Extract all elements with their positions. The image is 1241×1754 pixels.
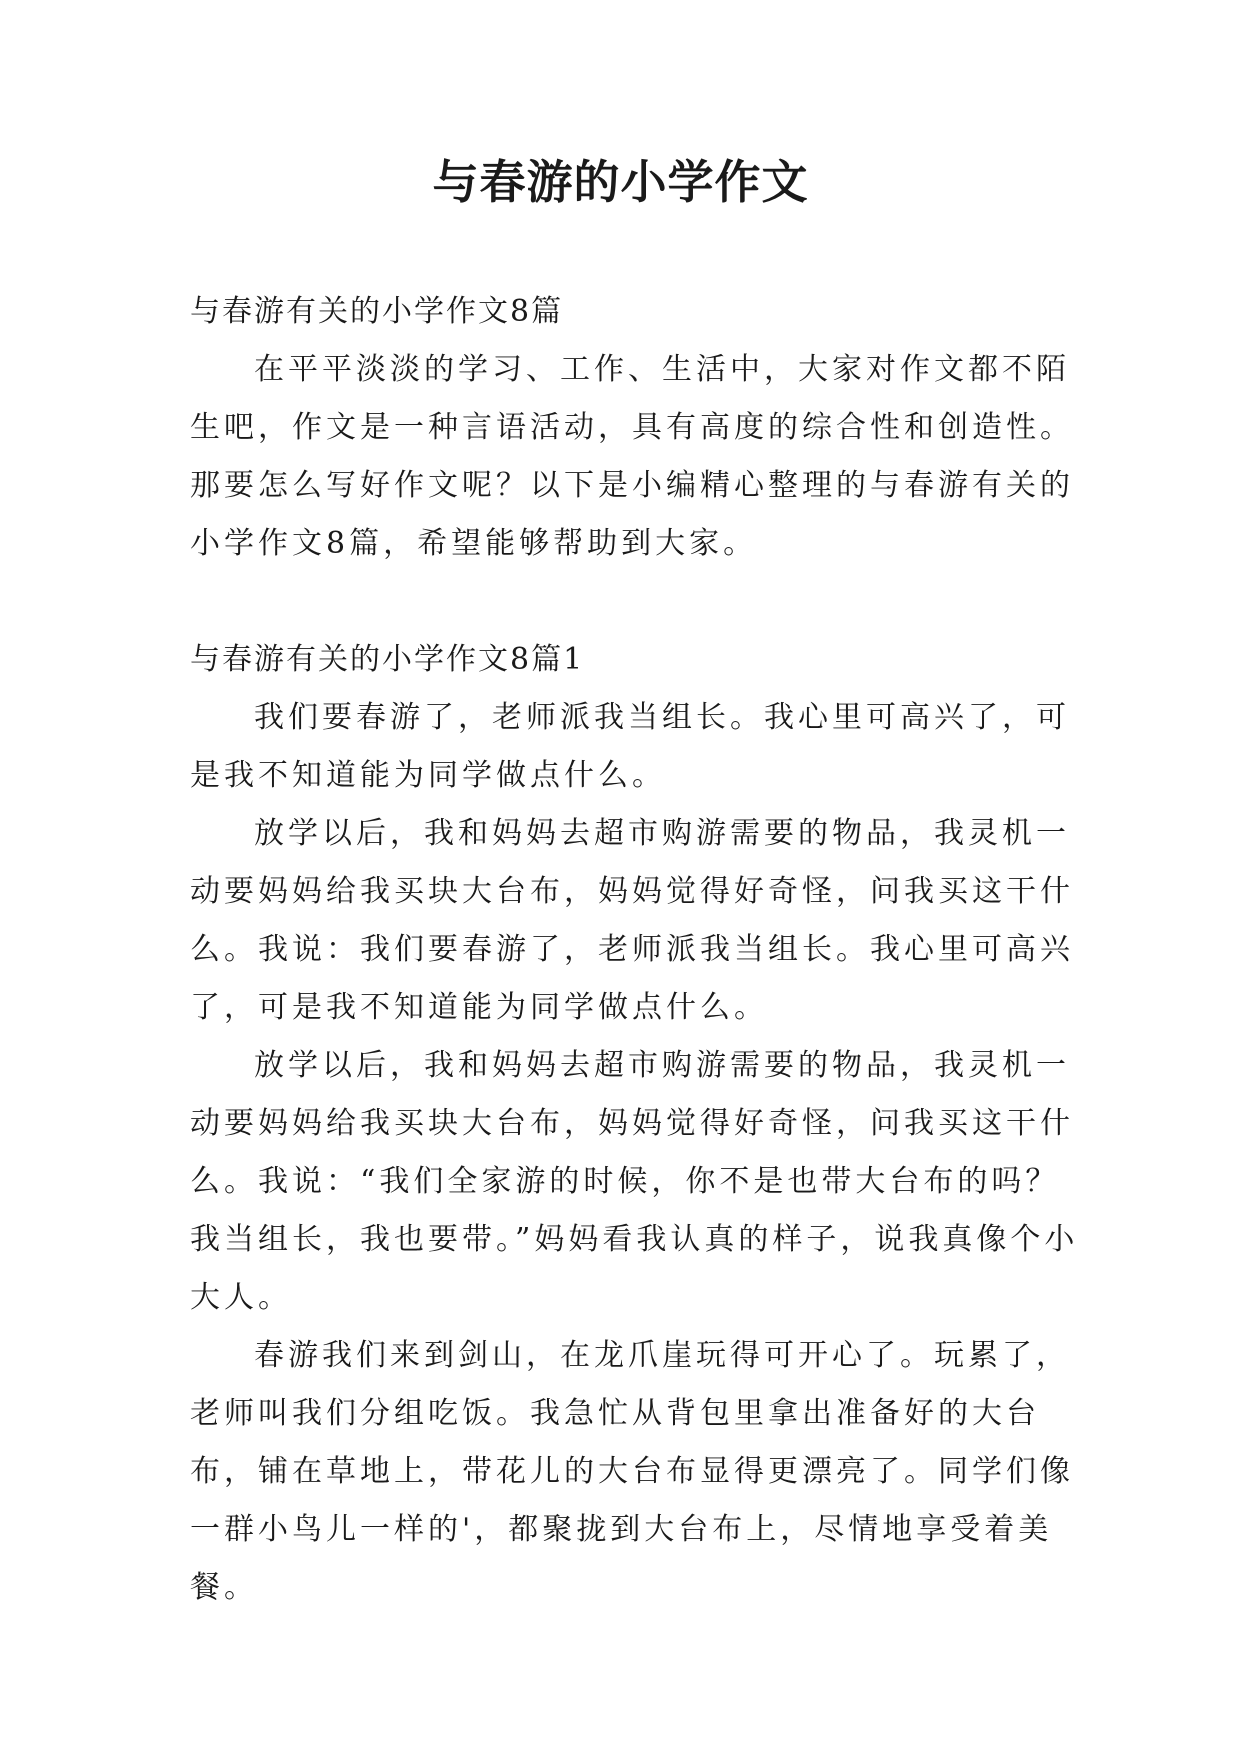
- paragraph-4: 春游我们来到剑山，在龙爪崖玩得可开心了。玩累了，老师叫我们分组吃饭。我急忙从背包里拿出准备好的大台布，铺在草地上，带花儿的大台布显得更漂亮了。同学们像一群小鸟儿一样的'，都聚拢到大台布上，尽情地享受着美餐。: [190, 1338, 1074, 1605]
- paragraph-2: 放学以后，我和妈妈去超市购游需要的物品，我灵机一动要妈妈给我买块大台布，妈妈觉得好奇怪，问我买这干什么。我说：我们要春游了，老师派我当组长。我心里可高兴了，可是我不知道能为同学做点什么。: [190, 816, 1074, 1025]
- intro-heading: 与春游有关的小学作文8篇: [190, 294, 564, 329]
- section-heading-1: 与春游有关的小学作文8篇1: [190, 642, 585, 677]
- document-body: [190, 283, 1090, 1617]
- paragraph-3: 放学以后，我和妈妈去超市购游需要的物品，我灵机一动要妈妈给我买块大台布，妈妈觉得好奇怪，问我买这干什么。我说：“我们全家游的时候，你不是也带大台布的吗？我当组长，我也要带。”妈妈看我认真的样子，说我真像个小大人。: [190, 1048, 1079, 1315]
- page-title: 与春游的小学作文: [432, 155, 809, 209]
- intro-paragraph: 在平平淡淡的学习、工作、生活中，大家对作文都不陌生吧，作文是一种言语活动，具有高度的综合性和创造性。那要怎么写好作文呢？以下是小编精心整理的与春游有关的小学作文8篇，希望能够帮助到大家。: [190, 352, 1074, 561]
- paragraph-1: 我们要春游了，老师派我当组长。我心里可高兴了，可是我不知道能为同学做点什么。: [190, 700, 1070, 793]
